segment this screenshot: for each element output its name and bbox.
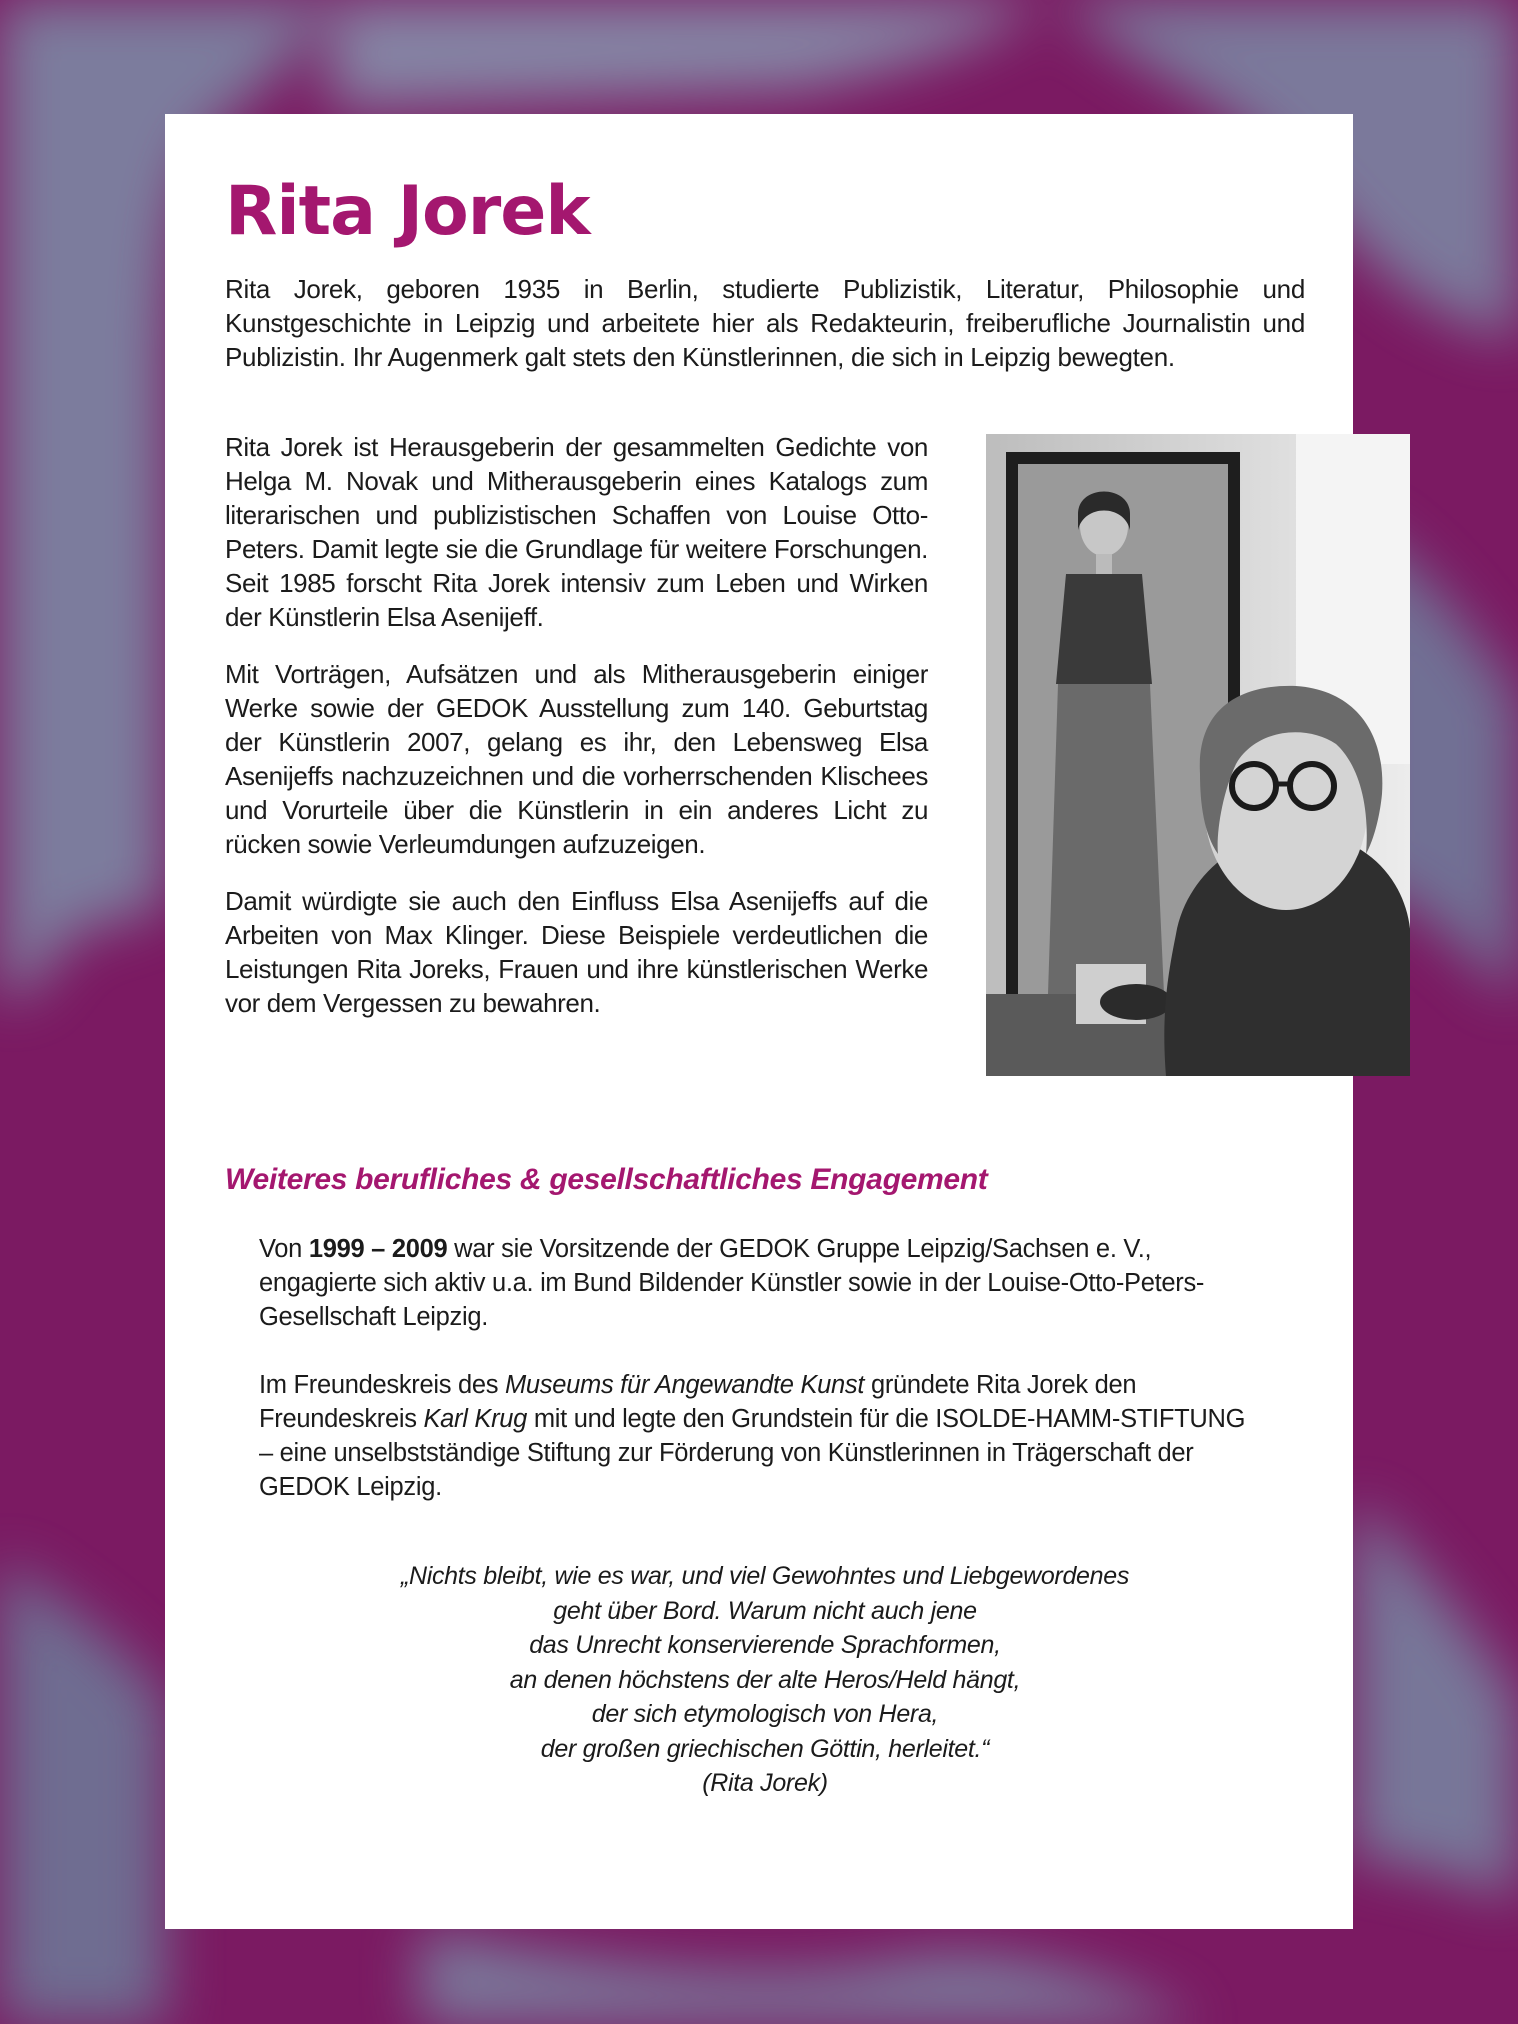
quote-block	[265, 1559, 1265, 1801]
karl-krug-name: Karl Krug	[423, 1405, 528, 1433]
text-run: war sie Vorsitzende der GEDOK Gruppe Leipzig/Sachsen e. V., engagierte sich aktiv u.a. im Bund Bildender Künstler sowie in der Louise-Otto-Peters-Gesellschaft Leipzig.	[259, 1235, 1205, 1331]
bio-paragraph: Damit würdigte sie auch den Einfluss Elsa Asenijeffs auf die Arbeiten von Max Klinger. Diese Beispiele verdeutlichen die Leistungen Rita Joreks, Frauen und ihre künstlerischen Werke vor dem Vergessen zu bewahren.	[225, 886, 928, 1018]
text-run: mit und legte den Grundstein für die ISOLDE-HAMM-STIFTUNG – eine unselbstständige Stiftung zur Förderung von Künstlerinnen in Trägerschaft der GEDOK Leipzig.	[259, 1405, 1246, 1501]
bio-paragraph: Mit Vorträgen, Aufsätzen und als Mitherausgeberin einiger Werke sowie der GEDOK Ausstellung zum 140. Geburtstag der Künstlerin 2007, gelang es ihr, den Lebensweg Elsa Asenijeffs nachzuzeichnen und die vorherrschenden Klischees und Vorurteile über die Künstlerin in ein anderes Licht zu rücken sowie Verleumdungen aufzuzeigen.	[225, 659, 928, 859]
quote-line: „Nichts bleibt, wie es war, und viel Gewohntes und Liebgewordenes	[400, 1562, 1130, 1590]
museum-name: Museums für Angewandte Kunst	[504, 1371, 865, 1399]
quote-line: an denen höchstens der alte Heros/Held hängt,	[509, 1665, 1021, 1694]
engagement-paragraph-1	[259, 1232, 1259, 1334]
quote-line: der großen griechischen Göttin, herleitet.“	[540, 1734, 990, 1763]
section-heading: Weiteres berufliches & gesellschaftliches Engagement	[225, 1163, 988, 1196]
text-run: gründete Rita Jorek den Freundeskreis	[259, 1371, 1137, 1433]
text-run: Von	[259, 1235, 309, 1263]
portrait-photo	[986, 434, 1410, 1076]
engagement-paragraph-2	[259, 1368, 1259, 1504]
content-panel	[165, 114, 1353, 1929]
engagement-section	[259, 1232, 1259, 1538]
quote-attribution: (Rita Jorek)	[702, 1769, 828, 1797]
page-title: Rita Jorek	[225, 172, 590, 251]
quote-line: geht über Bord. Warum nicht auch jene	[553, 1596, 977, 1625]
years-emphasis: 1999 – 2009	[308, 1235, 448, 1263]
quote-line: der sich etymologisch von Hera,	[591, 1700, 939, 1728]
bio-paragraph: Rita Jorek ist Herausgeberin der gesammelten Gedichte von Helga M. Novak und Mitherausgeberin eines Katalogs zum literarischen und publizistischen Schaffen von Louise Otto-Peters. Damit legte sie die Grundlage für weitere Forschungen. Seit 1985 forscht Rita Jorek intensiv zum Leben und Wirken der Künstlerin Elsa Asenijeff.	[225, 432, 928, 632]
quote-line: das Unrecht konservierende Sprachformen,	[529, 1631, 1001, 1659]
text-run: Im Freundeskreis des	[259, 1371, 505, 1399]
intro-paragraph: Rita Jorek, geboren 1935 in Berlin, studierte Publizistik, Literatur, Philosophie und Kunstgeschichte in Leipzig und arbeitete hier als Redakteurin, freiberufliche Journalistin und Publizistin. Ihr Augenmerk galt stets den Künstlerinnen, die sich in Leipzig bewegten.	[225, 274, 1305, 372]
biography-column	[225, 430, 928, 1043]
